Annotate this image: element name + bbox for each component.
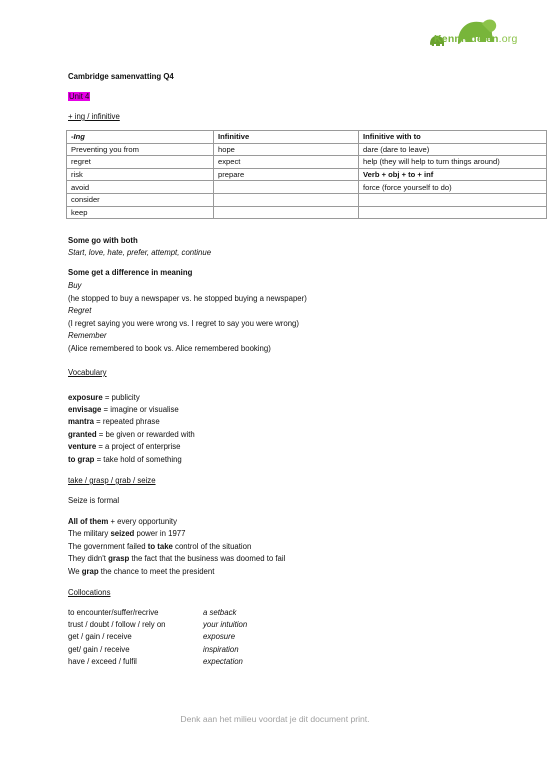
difference-example: (I regret saying you were wrong vs. I regret to say you were wrong) <box>68 319 299 328</box>
difference-word: Buy <box>68 281 82 290</box>
vocabulary-item <box>68 405 179 415</box>
table-cell: Preventing you from <box>67 143 214 156</box>
both-list: Start, love, hate, prefer, attempt, continue <box>68 248 212 257</box>
vocabulary-def: = take hold of something <box>94 455 182 464</box>
vocabulary-term: to grap <box>68 455 95 464</box>
vocabulary-item <box>68 430 195 440</box>
vocabulary-term: granted <box>68 430 97 439</box>
collocation-verbs: get/ gain / receive <box>68 645 130 654</box>
example-text: control of the situation <box>172 542 252 551</box>
vocabulary-item <box>68 455 182 465</box>
table-cell: prepare <box>214 168 359 181</box>
example-text: The government failed <box>68 542 148 551</box>
verb-pattern-table <box>66 130 547 219</box>
vocabulary-term: venture <box>68 442 97 451</box>
table-cell: avoid <box>67 181 214 194</box>
table-cell: dare (dare to leave) <box>359 143 547 156</box>
vocabulary-item <box>68 417 160 427</box>
table-row <box>67 193 547 206</box>
example-text: They didn't <box>68 554 109 563</box>
table-header: Infinitive with to <box>359 131 547 144</box>
unit-label: Unit 4 <box>69 92 90 101</box>
collocation-row <box>68 657 137 667</box>
take-all-bold: All of them <box>68 517 109 526</box>
difference-example: (Alice remembered to book vs. Alice remembered booking) <box>68 344 271 353</box>
difference-heading: Some get a difference in meaning <box>68 268 193 277</box>
vocabulary-def: = imagine or visualise <box>101 405 179 414</box>
example-keyword: grap <box>81 567 99 576</box>
table-cell: help (they will help to turn things around) <box>359 156 547 169</box>
example-keyword: grasp <box>108 554 130 563</box>
table-row <box>67 181 547 194</box>
vocabulary-def: = a project of enterprise <box>96 442 181 451</box>
table-cell: keep <box>67 206 214 219</box>
collocations-heading: Collocations <box>68 588 111 597</box>
example-text: the fact that the business was doomed to fail <box>129 554 286 563</box>
collocation-row <box>68 645 130 655</box>
table-cell <box>214 181 359 194</box>
example-keyword: to take <box>147 542 173 551</box>
example-text: We <box>68 567 82 576</box>
vocabulary-term: envisage <box>68 405 102 414</box>
logo-name: Kennisdelen <box>434 33 499 45</box>
table-row <box>67 143 547 156</box>
vocabulary-item <box>68 442 180 452</box>
take-example <box>68 542 251 552</box>
table-cell <box>214 193 359 206</box>
vocabulary-term: exposure <box>68 393 103 402</box>
take-heading: take / grasp / grab / seize <box>68 476 156 485</box>
collocation-row <box>68 620 166 630</box>
example-text: the chance to meet the president <box>98 567 215 576</box>
table-cell: regret <box>67 156 214 169</box>
table-header: -Ing <box>67 131 214 144</box>
example-keyword: seized <box>110 529 135 538</box>
collocation-noun: a setback <box>203 608 237 617</box>
collocation-verbs: get / gain / receive <box>68 632 132 641</box>
take-example <box>68 567 214 577</box>
table-cell: risk <box>67 168 214 181</box>
collocation-noun: expectation <box>203 657 243 666</box>
vocabulary-def: = publicity <box>102 393 140 402</box>
logo-wordmark <box>434 33 518 45</box>
collocation-noun: inspiration <box>203 645 239 654</box>
table-cell: Verb + obj + to + inf <box>359 168 547 181</box>
difference-word: Regret <box>68 306 92 315</box>
logo-suffix: .org <box>498 33 518 45</box>
table-cell <box>214 206 359 219</box>
table-cell: force (force yourself to do) <box>359 181 547 194</box>
take-example <box>68 529 185 539</box>
difference-example: (he stopped to buy a newspaper vs. he stopped buying a newspaper) <box>68 294 307 303</box>
collocation-row <box>68 632 132 642</box>
vocabulary-heading: Vocabulary <box>68 368 107 377</box>
table-cell: consider <box>67 193 214 206</box>
page-footer: Denk aan het milieu voordat je dit document print. <box>180 714 370 724</box>
table-row <box>67 206 547 219</box>
difference-word: Remember <box>68 331 107 340</box>
take-all-row <box>68 517 177 527</box>
table-cell <box>359 193 547 206</box>
vocabulary-def: = repeated phrase <box>94 417 160 426</box>
table-cell: hope <box>214 143 359 156</box>
both-heading: Some go with both <box>68 236 138 245</box>
table-header: Infinitive <box>214 131 359 144</box>
table-cell <box>359 206 547 219</box>
collocation-verbs: have / exceed / fulfil <box>68 657 137 666</box>
vocabulary-term: mantra <box>68 417 94 426</box>
take-example <box>68 554 285 564</box>
take-note: Seize is formal <box>68 496 120 505</box>
example-text: The military <box>68 529 111 538</box>
section-ing-heading: + ing / infinitive <box>68 112 120 121</box>
unit-label-row <box>68 92 90 102</box>
collocation-row <box>68 608 158 618</box>
collocation-noun: exposure <box>203 632 236 641</box>
table-row <box>67 156 547 169</box>
vocabulary-item <box>68 393 140 403</box>
table-row <box>67 168 547 181</box>
vocabulary-def: = be given or rewarded with <box>96 430 195 439</box>
table-cell: expect <box>214 156 359 169</box>
example-text: power in 1977 <box>134 529 186 538</box>
table-header-row <box>67 131 547 144</box>
take-all-rest: + every opportunity <box>108 517 177 526</box>
collocation-noun: your intuition <box>203 620 248 629</box>
document-title: Cambridge samenvatting Q4 <box>68 72 174 81</box>
collocation-verbs: to encounter/suffer/recrive <box>68 608 159 617</box>
collocation-verbs: trust / doubt / follow / rely on <box>68 620 166 629</box>
